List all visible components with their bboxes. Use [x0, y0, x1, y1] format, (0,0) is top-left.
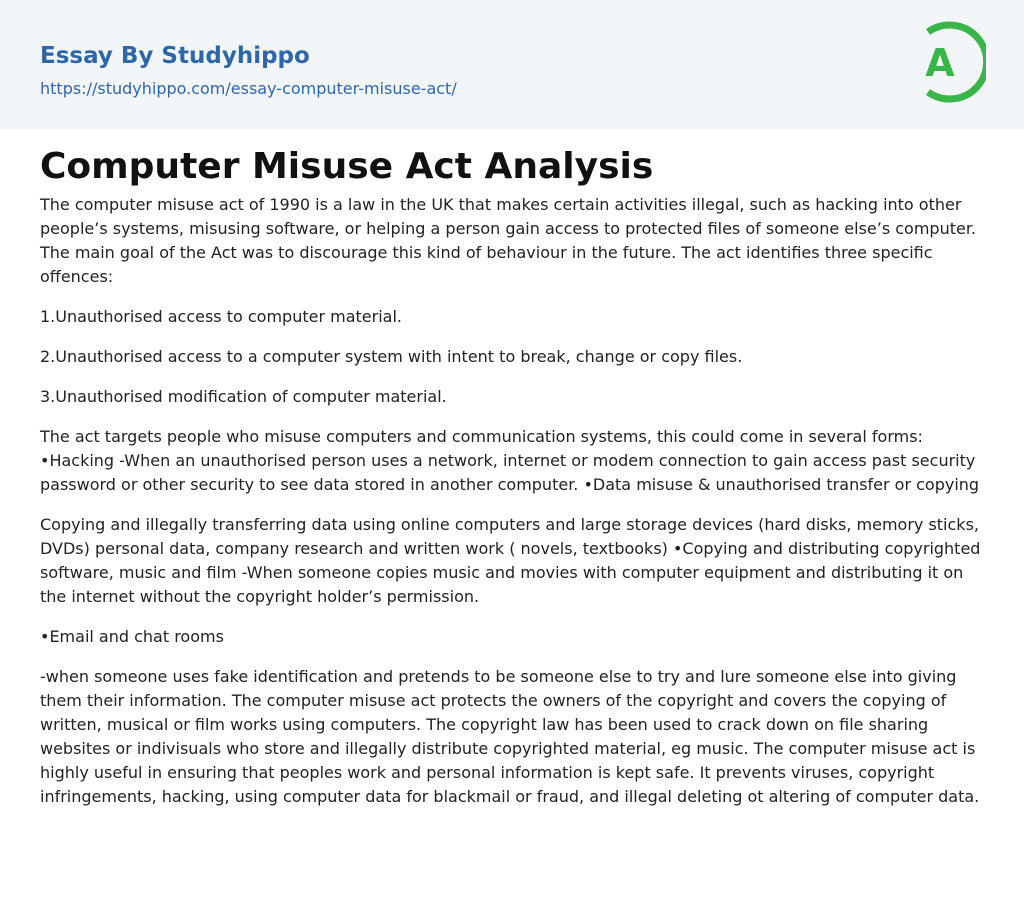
offence-item-2: 2.Unauthorised access to a computer system with intent to break, change or copy files.: [40, 347, 743, 366]
site-brand[interactable]: Essay By Studyhippo: [40, 43, 310, 69]
offence-item-3: 3.Unauthorised modification of computer material.: [40, 387, 447, 406]
article-paragraph: •Email and chat rooms: [40, 627, 224, 646]
article-paragraph: The act targets people who misuse computers and communication systems, this could come in several forms: •Hacking -When an unauthorised person uses a network, internet or modem connection to gain access past security password or other security to see data stored in another computer. •Data misuse & unauthorised transfer or copying: [40, 427, 980, 494]
article-paragraph: The computer misuse act of 1990 is a law in the UK that makes certain activities illegal, such as hacking into other people’s systems, misusing software, or helping a person gain access to protected files of someone else’s computer. The main goal of the Act was to discourage this kind of behaviour in the future. The act identifies three specific offences:: [40, 195, 977, 286]
page-header: [0, 0, 1024, 129]
essay-url-link[interactable]: https://studyhippo.com/essay-computer-misuse-act/: [40, 79, 457, 98]
studyhippo-logo-icon[interactable]: [914, 18, 986, 106]
article-paragraph: -when someone uses fake identification and pretends to be someone else to try and lure someone else into giving them their information. The computer misuse act protects the owners of the copyright and covers the copying of written, musical or film works using computers. The copyright law has been used to crack down on file sharing websites or indivisuals who store and illegally distribute copyrighted material, eg music. The computer misuse act is highly useful in ensuring that peoples work and personal information is kept safe. It prevents viruses, copyright infringements, hacking, using computer data for blackmail or fraud, and illegal deleting ot altering of computer data.: [40, 667, 980, 806]
article-title: Computer Misuse Act Analysis: [40, 146, 654, 187]
logo-letter: A: [925, 41, 955, 85]
article: [0, 129, 1024, 809]
offence-item-1: 1.Unauthorised access to computer material.: [40, 307, 402, 326]
article-paragraph: Copying and illegally transferring data using online computers and large storage devices (hard disks, memory sticks, DVDs) personal data, company research and written work ( novels, textbooks) •Copying and distributing copyrighted software, music and film -When someone copies music and movies with computer equipment and distributing it on the internet without the copyright holder’s permission.: [40, 515, 981, 606]
